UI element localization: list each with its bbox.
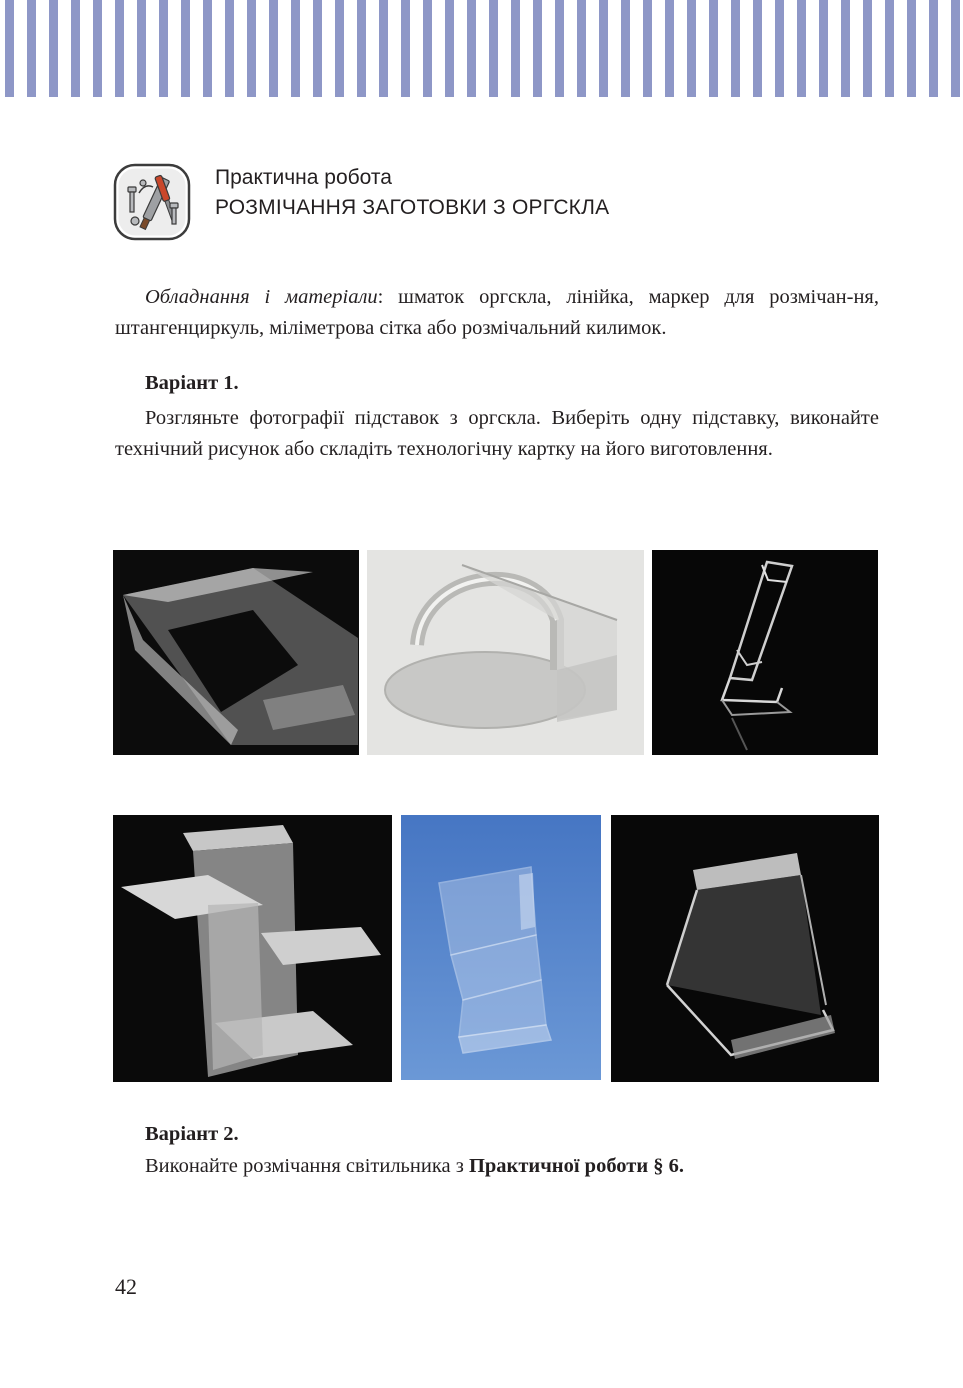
page-number: 42 bbox=[115, 1274, 137, 1299]
practical-work-reference: Практичної роботи § 6. bbox=[468, 1155, 685, 1177]
acrylic-chair-stand-photo bbox=[401, 815, 601, 1080]
variant-2-text: Виконайте розмічання світильника з bbox=[145, 1155, 469, 1177]
equipment-label: Обладнання і матеріали bbox=[145, 286, 378, 308]
page-title: РОЗМІЧАННЯ ЗАГОТОВКИ З ОРГСКЛА bbox=[215, 196, 610, 219]
equipment-paragraph bbox=[115, 282, 879, 344]
work-type-label: Практична робота bbox=[215, 166, 392, 189]
equipment-text: : шматок оргскла, лінійка, маркер для розмічан-ня, штангенциркуль, міліметрова сітка або розмічальний килимок. bbox=[115, 286, 879, 339]
tools-icon bbox=[113, 163, 191, 241]
variant-1-heading: Варіант 1. bbox=[145, 372, 239, 394]
top-stripe-border bbox=[0, 0, 963, 97]
variant-2-paragraph bbox=[145, 1151, 879, 1182]
variant-2-heading: Варіант 2. bbox=[145, 1123, 239, 1145]
acrylic-tiered-shelf-photo bbox=[113, 815, 392, 1082]
variant-1-paragraph bbox=[115, 403, 879, 465]
acrylic-frame-stand-photo bbox=[113, 550, 359, 755]
acrylic-phone-stand-photo bbox=[652, 550, 878, 755]
acrylic-book-stand-photo bbox=[611, 815, 879, 1082]
acrylic-napkin-holder-photo bbox=[367, 550, 644, 755]
variant-1-text: Розгляньте фотографії підставок з оргскла. Виберіть одну підставку, виконайте технічний рисунок або складіть технологічну картку на його виготовлення. bbox=[115, 407, 879, 460]
